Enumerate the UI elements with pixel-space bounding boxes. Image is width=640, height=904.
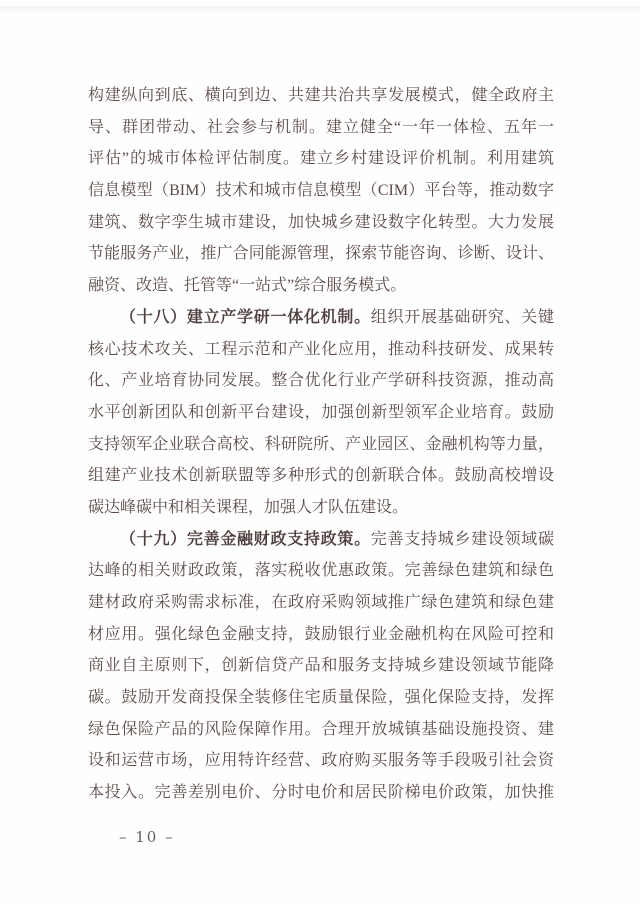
page-number: – 10 –: [119, 828, 175, 846]
text-line: 化、产业培育协同发展。整合优化行业产学研科技资源，推动高: [88, 372, 554, 390]
paragraph-section-18: [88, 302, 554, 524]
text-line: 设和运营市场，应用特许经营、政府购买服务等手段吸引社会资: [88, 752, 554, 770]
text-line: 核心技术攻关、工程示范和产业化应用，推动科技研发、成果转: [88, 340, 554, 358]
text-line: 评估”的城市体检评估制度。建立乡村建设评价机制。利用建筑: [88, 150, 554, 168]
text-line: [88, 524, 554, 556]
section-19-heading: （十九）完善金融财政支持政策。: [120, 530, 371, 548]
text-line: 组建产业技术创新联盟等多种形式的创新联合体。鼓励高校增设: [88, 467, 554, 485]
section-18-heading: （十八）建立产学研一体化机制。: [120, 308, 371, 326]
paragraph-section-19: [88, 524, 554, 809]
text-line: 碳。鼓励开发商投保全装修住宅质量保险，强化保险支持，发挥: [88, 689, 554, 707]
text-line: 建材政府采购需求标准，在政府采购领域推广绿色建筑和绿色建: [88, 594, 554, 611]
text-line: 融资、改造、托管等“一站式”综合服务模式。: [88, 277, 407, 295]
text-line: 节能服务产业，推广合同能源管理，探索节能咨询、诊断、设计、: [88, 245, 554, 263]
text-segment: 组织开展基础研究、关键: [370, 308, 554, 326]
text-line: 材应用。强化绿色金融支持，鼓励银行业金融机构在风险可控和: [88, 625, 554, 643]
text-line: 商业自主原则下，创新信贷产品和服务支持城乡建设领域节能降: [88, 657, 554, 675]
text-line: 建筑、数字孪生城市建设，加快城乡建设数字化转型。大力发展: [88, 213, 554, 231]
text-line: 碳达峰碳中和相关课程，加强人才队伍建设。: [88, 498, 409, 516]
text-line: 信息模型（BIM）技术和城市信息模型（CIM）平台等，推动数字: [88, 182, 554, 200]
text-line: 导、群团带动、社会参与机制。建立健全“一年一体检、五年一: [88, 118, 554, 136]
text-line: 绿色保险产品的风险保障作用。合理开放城镇基础设施投资、建: [88, 720, 554, 738]
text-line: 本投入。完善差别电价、分时电价和居民阶梯电价政策，加快推: [88, 784, 554, 802]
text-block: [88, 80, 554, 809]
text-line: [88, 302, 554, 334]
text-line: 达峰的相关财政政策，落实税收优惠政策。完善绿色建筑和绿色: [88, 562, 554, 580]
text-line: 支持领军企业联合高校、科研院所、产业园区、金融机构等力量，: [88, 435, 554, 453]
text-segment: 完善支持城乡建设领域碳: [370, 530, 554, 548]
paragraph-continuation: [88, 80, 554, 302]
text-line: 水平创新团队和创新平台建设，加强创新型领军企业培育。鼓励: [88, 403, 554, 421]
scan-artifact-band: [0, 6, 640, 13]
text-line: 构建纵向到底、横向到边、共建共治共享发展模式，健全政府主: [88, 87, 554, 104]
